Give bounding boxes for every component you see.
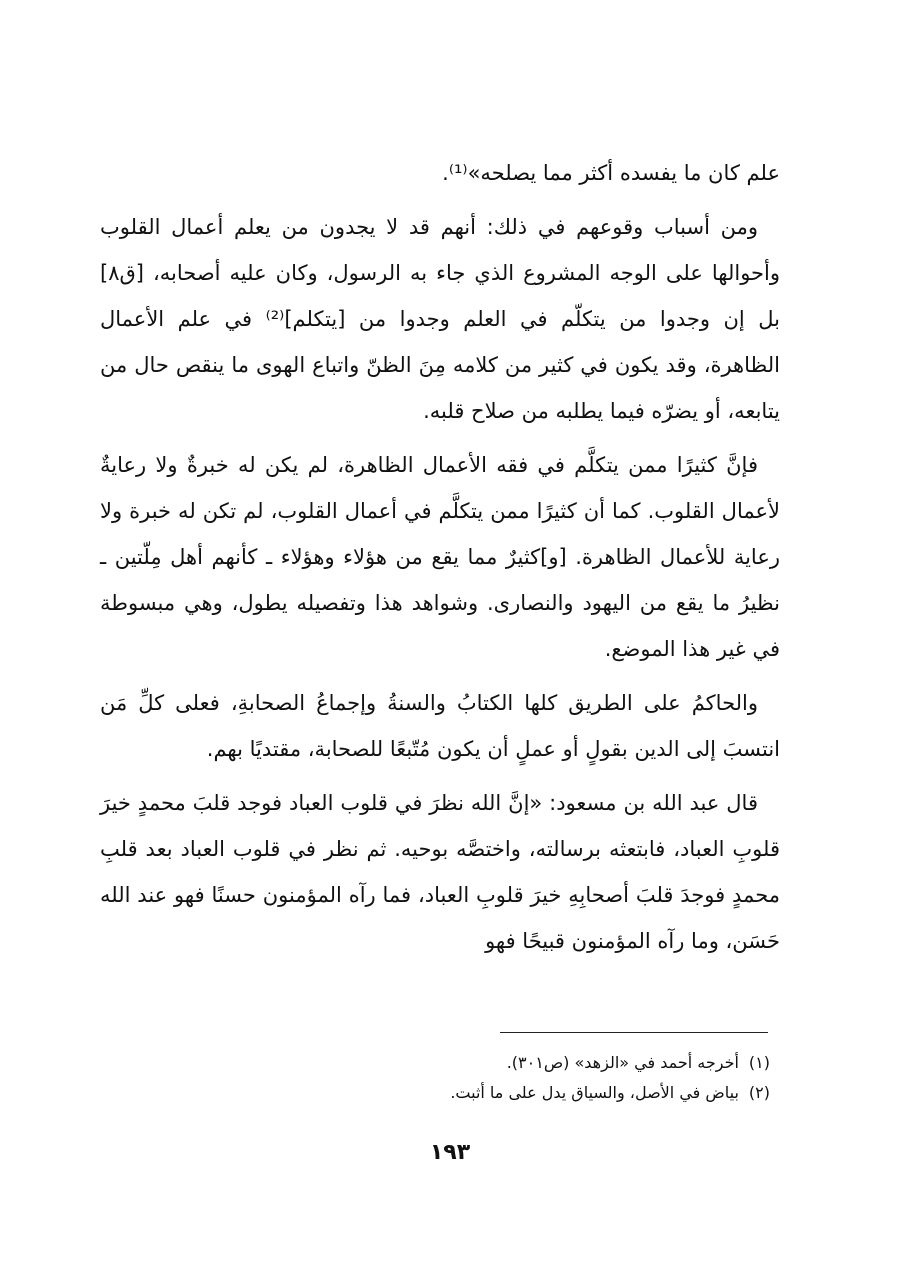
body-text (100, 150, 780, 972)
footnote-2 (300, 1078, 770, 1108)
page-number: ١٩٣ (429, 1140, 471, 1165)
paragraph-5: قال عبد الله بن مسعود: «إنَّ الله نظرَ في قلوب العباد فوجد قلبَ محمدٍ خيرَ قلوبِ العباد، فابتعثه برسالته، واختصَّه بوحيه. ثم نظر في قلوب العباد بعد قلبِ محمدٍ فوجدَ قلبَ أصحابِهِ خيرَ قلوبِ العباد، فما رآه المؤمنون حسنًا فهو عند الله حَسَن، وما رآه المؤمنون قبيحًا فهو (100, 791, 780, 953)
footnote-text: أخرجه أحمد في «الزهد» (ص٣٠١). (506, 1053, 739, 1072)
paragraph-1: علم كان ما يفسده أكثر مما يصلحه»⁽¹⁾. (442, 161, 780, 185)
paragraph-2: ومن أسباب وقوعهم في ذلك: أنهم قد لا يجدون من يعلم أعمال القلوب وأحوالها على الوجه المشروع الذي جاء به الرسول، وكان عليه أصحابه، [ق٨] بل إن وجدوا من يتكلّم في العلم وجدوا من [يتكلم]⁽²⁾ في علم الأعمال الظاهرة، وقد يكون في كثير من كلامه مِنَ الظنّ واتباع الهوى ما ينقص حال من يتابعه، أو يضرّه فيما يطلبه من صلاح قلبه. (100, 215, 780, 423)
footnote-divider (500, 1032, 768, 1033)
footnote-text: بياض في الأصل، والسياق يدل على ما أثبت. (450, 1083, 739, 1102)
footnote-number: (١) (748, 1053, 770, 1072)
paragraph-4: والحاكمُ على الطريق كلها الكتابُ والسنةُ وإجماعُ الصحابةِ، فعلى كلِّ مَن انتسبَ إلى الدين بقولٍ أو عملٍ أن يكون مُتّبعًا للصحابة، مقتديًا بهم. (100, 691, 780, 761)
footnote-1 (300, 1048, 770, 1078)
footnotes (300, 1048, 770, 1108)
paragraph-3: فإنَّ كثيرًا ممن يتكلَّم في فقه الأعمال الظاهرة، لم يكن له خبرةٌ ولا رعايةٌ لأعمال القلوب. كما أن كثيرًا ممن يتكلَّم في أعمال القلوب، لم تكن له خبرة ولا رعاية للأعمال الظاهرة. [و]كثيرٌ مما يقع من هؤلاء وهؤلاء ـ كأنهم أهل مِلّتين ـ نظيرُ ما يقع من اليهود والنصارى. وشواهد هذا وتفصيله يطول، وهي مبسوطة في غير هذا الموضع. (100, 453, 780, 661)
footnote-number: (٢) (748, 1083, 770, 1102)
